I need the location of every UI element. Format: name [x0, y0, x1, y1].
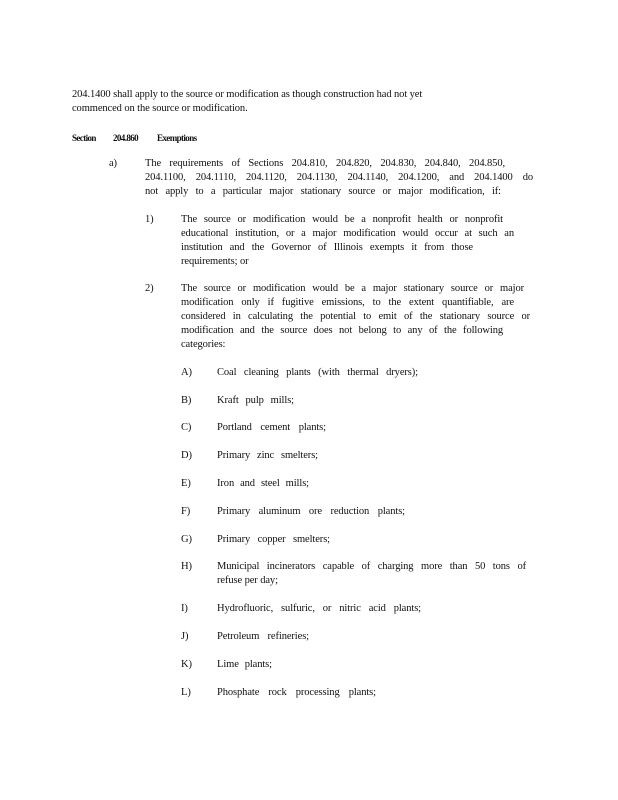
category-label: G)	[181, 534, 192, 545]
para-a-line-3: not apply to a particular major stationary source or major modification, if:	[145, 186, 501, 197]
category-label: I)	[181, 603, 188, 614]
category-label: E)	[181, 478, 191, 489]
category-text: Municipal incinerators capable of charging more than 50 tons of	[217, 561, 526, 572]
item-1-line-4: requirements; or	[181, 256, 249, 267]
category-label: D)	[181, 450, 192, 461]
category-label: F)	[181, 506, 191, 517]
item-2-line-2: modification only if fugitive emissions, to the extent quantifiable, are	[181, 297, 514, 308]
intro-line-1: 204.1400 shall apply to the source or modification as though construction had not yet	[72, 89, 423, 100]
item-2-line-3: considered in calculating the potential to emit of the stationary source or	[181, 311, 530, 322]
category-text: Petroleum refineries;	[217, 631, 309, 642]
item-1-line-3: institution and the Governor of Illinois exempts it from those	[181, 242, 473, 253]
section-title: Exemptions	[157, 133, 197, 143]
category-text-cont: refuse per day;	[217, 575, 278, 586]
category-label: H)	[181, 561, 192, 572]
category-label: L)	[181, 687, 191, 698]
category-text: Kraft pulp mills;	[217, 395, 294, 406]
category-label: C)	[181, 422, 192, 433]
category-label: J)	[181, 631, 189, 642]
item-1-line-2: educational institution, or a major modification would occur at such an	[181, 228, 514, 239]
category-text: Coal cleaning plants (with thermal dryers);	[217, 367, 418, 378]
category-text: Primary copper smelters;	[217, 534, 330, 545]
category-text: Portland cement plants;	[217, 422, 326, 433]
item-1-label: 1)	[145, 214, 154, 225]
section-number: 204.860	[113, 133, 139, 143]
item-1-line-1: The source or modification would be a nonprofit health or nonprofit	[181, 214, 503, 225]
item-2-label: 2)	[145, 283, 154, 294]
category-label: A)	[181, 367, 192, 378]
intro-line-2: commenced on the source or modification.	[72, 103, 248, 114]
category-text: Iron and steel mills;	[217, 478, 309, 489]
section-label: Section	[72, 133, 96, 143]
para-a-label: a)	[109, 158, 117, 169]
para-a-line-1: The requirements of Sections 204.810, 204.820, 204.830, 204.840, 204.850,	[145, 158, 505, 169]
category-text: Primary zinc smelters;	[217, 450, 318, 461]
category-label: K)	[181, 659, 192, 670]
item-2-line-5: categories:	[181, 339, 226, 350]
category-text: Lime plants;	[217, 659, 272, 670]
category-text: Phosphate rock processing plants;	[217, 687, 376, 698]
category-text: Hydrofluoric, sulfuric, or nitric acid plants;	[217, 603, 421, 614]
item-2-line-1: The source or modification would be a major stationary source or major	[181, 283, 524, 294]
item-2-line-4: modification and the source does not belong to any of the following	[181, 325, 503, 336]
category-label: B)	[181, 395, 192, 406]
category-text: Primary aluminum ore reduction plants;	[217, 506, 405, 517]
para-a-line-2: 204.1100, 204.1110, 204.1120, 204.1130, 204.1140, 204.1200, and 204.1400 do	[145, 172, 533, 183]
